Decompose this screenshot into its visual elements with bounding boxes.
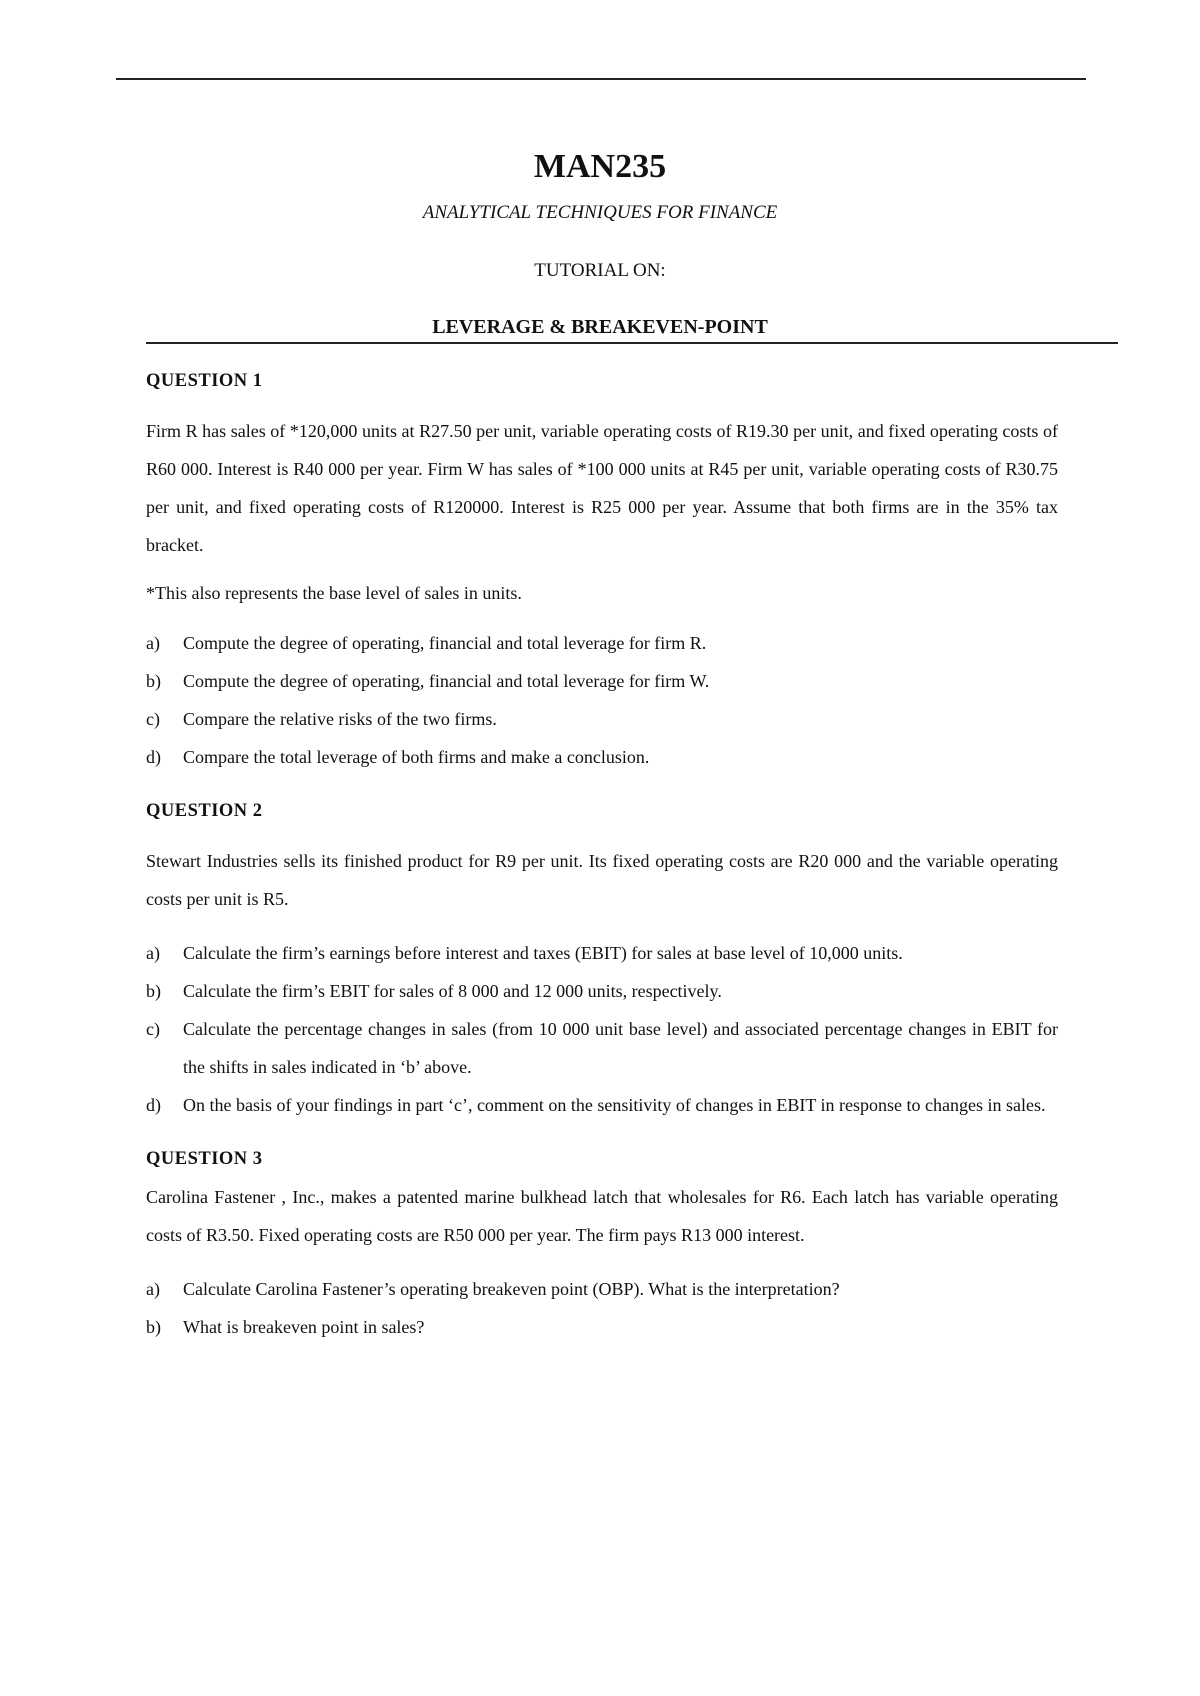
sub-question — [146, 972, 1058, 1010]
sub-question-letter: a) — [146, 1279, 160, 1299]
question-2 — [146, 798, 1058, 1124]
tutorial-label: TUTORIAL ON: — [534, 260, 666, 281]
question-3 — [146, 1146, 1058, 1346]
sub-question-letter: c) — [146, 1019, 160, 1039]
sub-question — [146, 662, 1058, 700]
sub-question-letter: a) — [146, 633, 160, 653]
sub-question-text: Calculate Carolina Fastener’s operating breakeven point (OBP). What is the interpretation? — [183, 1279, 840, 1299]
sub-question-text: Calculate the firm’s EBIT for sales of 8 000 and 12 000 units, respectively. — [183, 981, 722, 1001]
question-body: Firm R has sales of *120,000 units at R27.50 per unit, variable operating costs of R19.30 per unit, and fixed operating costs of R60 000. Interest is R40 000 per year. Firm W has sales of *100 000 units at R45 per unit, variable operating costs of R30.75 per unit, and fixed operating costs of R120000. Interest is R25 000 per year. Assume that both firms are in the 35% tax bracket. — [146, 421, 1058, 555]
sub-question-letter: b) — [146, 1317, 161, 1337]
sub-question — [146, 624, 1058, 662]
sub-question-text: Compute the degree of operating, financial and total leverage for firm W. — [183, 671, 710, 691]
tutorial-topic: LEVERAGE & BREAKEVEN-POINT — [432, 316, 768, 338]
sub-question-text: Compare the relative risks of the two firms. — [183, 709, 497, 729]
question-heading: QUESTION 3 — [146, 1149, 263, 1169]
question-note: *This also represents the base level of sales in units. — [146, 583, 522, 603]
sub-question-list — [146, 624, 1058, 776]
question-body: Stewart Industries sells its finished product for R9 per unit. Its fixed operating costs are R20 000 and the variable operating costs per unit is R5. — [146, 851, 1058, 909]
sub-question-letter: c) — [146, 709, 160, 729]
document-content — [146, 368, 1058, 1368]
sub-question — [146, 1270, 1058, 1308]
sub-question-letter: b) — [146, 981, 161, 1001]
sub-question — [146, 1010, 1058, 1086]
question-1 — [146, 368, 1058, 776]
course-code: MAN235 — [533, 148, 667, 185]
sub-question-list — [146, 934, 1058, 1124]
course-title: ANALYTICAL TECHNIQUES FOR FINANCE — [422, 202, 778, 223]
sub-question-text: What is breakeven point in sales? — [183, 1317, 425, 1337]
sub-question-text: Compare the total leverage of both firms and make a conclusion. — [183, 747, 650, 767]
sub-question-text: Calculate the firm’s earnings before interest and taxes (EBIT) for sales at base level of 10,000 units. — [183, 943, 903, 963]
sub-question — [146, 738, 1058, 776]
sub-question-letter: d) — [146, 1095, 161, 1115]
header-top-rule — [116, 78, 1086, 80]
sub-question-text: On the basis of your findings in part ‘c’, comment on the sensitivity of changes in EBIT in response to changes in sales. — [183, 1095, 1046, 1115]
topic-underline-rule — [146, 342, 1118, 344]
sub-question — [146, 700, 1058, 738]
sub-question-letter: b) — [146, 671, 161, 691]
sub-question-text: Calculate the percentage changes in sales (from 10 000 unit base level) and associated percentage changes in EBIT for the shifts in sales indicated in ‘b’ above. — [183, 1019, 1058, 1077]
sub-question-letter: a) — [146, 943, 160, 963]
question-body: Carolina Fastener , Inc., makes a patented marine bulkhead latch that wholesales for R6. Each latch has variable operating costs of R3.50. Fixed operating costs are R50 000 per year. The firm pays R13 000 interest. — [146, 1187, 1058, 1245]
question-heading: QUESTION 1 — [146, 371, 263, 391]
sub-question — [146, 1086, 1058, 1124]
sub-question-text: Compute the degree of operating, financial and total leverage for firm R. — [183, 633, 707, 653]
sub-question — [146, 934, 1058, 972]
question-heading: QUESTION 2 — [146, 801, 263, 821]
sub-question-list — [146, 1270, 1058, 1346]
sub-question — [146, 1308, 1058, 1346]
sub-question-letter: d) — [146, 747, 161, 767]
